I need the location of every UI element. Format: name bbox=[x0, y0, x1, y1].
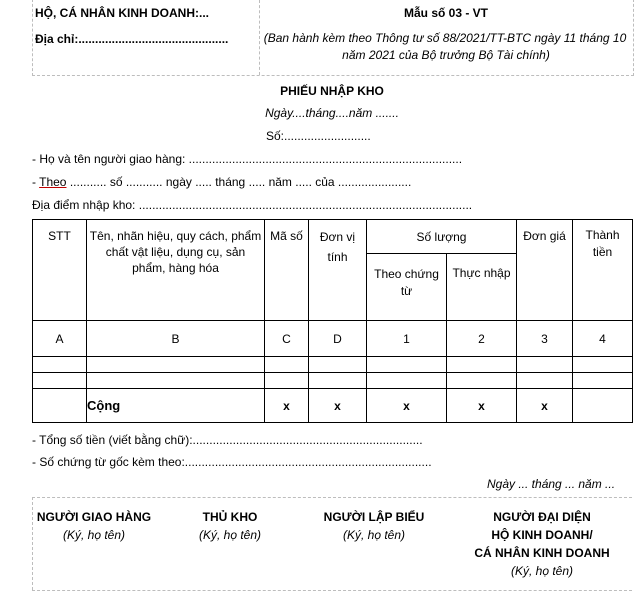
header-amount: Thành tiền bbox=[573, 220, 633, 321]
code-cell: D bbox=[309, 321, 367, 357]
header-quantity: Số lượng bbox=[367, 220, 517, 254]
signature-title: NGƯỜI GIAO HÀNG bbox=[36, 510, 152, 524]
total-words-field: - Tổng số tiền (viết bằng chữ):..................................................................... bbox=[32, 433, 423, 447]
empty-cell bbox=[573, 373, 633, 389]
title-number: Số:.......................... bbox=[266, 129, 371, 143]
signature-bottom-rule bbox=[32, 590, 632, 591]
total-mark: x bbox=[367, 389, 447, 423]
title-date: Ngày....tháng....năm ....... bbox=[265, 106, 399, 120]
regulation-line-1: (Ban hành kèm theo Thông tư số 88/2021/TT-BTC ngày 11 tháng 10 bbox=[263, 31, 627, 45]
empty-cell bbox=[33, 357, 87, 373]
signature-storekeeper bbox=[166, 508, 294, 544]
signature-note: (Ký, họ tên) bbox=[510, 564, 574, 578]
according-field bbox=[32, 175, 411, 189]
according-rest: ........... số ........... ngày ..... tháng ..... năm ..... của ...................... bbox=[66, 175, 412, 189]
empty-cell bbox=[573, 357, 633, 373]
signature-title: THỦ KHO bbox=[202, 510, 258, 524]
signature-top-rule bbox=[32, 497, 632, 498]
code-cell: 3 bbox=[517, 321, 573, 357]
form-number: Mẫu số 03 - VT bbox=[403, 6, 489, 20]
empty-cell bbox=[517, 357, 573, 373]
empty-cell bbox=[265, 357, 309, 373]
signature-title: NGƯỜI LẬP BIỂU bbox=[323, 510, 425, 524]
attached-docs-field: - Số chứng từ gốc kèm theo:.......................................................................... bbox=[32, 455, 432, 469]
code-cell: A bbox=[33, 321, 87, 357]
header-qty-doc: Theo chứng từ bbox=[367, 254, 447, 321]
code-cell: C bbox=[265, 321, 309, 357]
signature-title: NGƯỜI ĐẠI DIỆN bbox=[493, 510, 591, 524]
empty-cell bbox=[33, 373, 87, 389]
empty-cell bbox=[517, 373, 573, 389]
sign-date: Ngày ... tháng ... năm ... bbox=[487, 477, 616, 491]
table-code-row bbox=[33, 321, 633, 357]
signature-note: (Ký, họ tên) bbox=[62, 528, 126, 542]
goods-table bbox=[32, 219, 633, 423]
empty-cell bbox=[33, 389, 87, 423]
signature-note: (Ký, họ tên) bbox=[198, 528, 262, 542]
page-title: PHIẾU NHẬP KHO bbox=[280, 84, 384, 98]
signature-representative bbox=[452, 508, 632, 580]
total-mark: x bbox=[309, 389, 367, 423]
header-unit: Đơn vị tính bbox=[309, 220, 367, 321]
table-row bbox=[33, 357, 633, 373]
empty-cell bbox=[309, 357, 367, 373]
according-word: Theo bbox=[39, 175, 67, 189]
empty-cell bbox=[447, 373, 517, 389]
empty-cell bbox=[87, 373, 265, 389]
code-cell: B bbox=[87, 321, 265, 357]
empty-cell bbox=[265, 373, 309, 389]
empty-cell bbox=[367, 357, 447, 373]
header-price: Đơn giá bbox=[517, 220, 573, 321]
table-row bbox=[33, 373, 633, 389]
according-prefix: - bbox=[32, 175, 40, 189]
header-stt: STT bbox=[33, 220, 87, 321]
table-header-row bbox=[33, 220, 633, 254]
business-address: Địa chỉ:............................................. bbox=[35, 32, 229, 46]
code-cell: 4 bbox=[573, 321, 633, 357]
signature-title: HỘ KINH DOANH/ bbox=[491, 528, 593, 542]
header-qty-actual: Thực nhập bbox=[447, 254, 517, 321]
signature-deliverer bbox=[32, 508, 156, 544]
empty-cell bbox=[367, 373, 447, 389]
business-name: HỘ, CÁ NHÂN KINH DOANH:... bbox=[35, 6, 209, 20]
empty-cell bbox=[309, 373, 367, 389]
location-field: Địa điểm nhập kho: .................................................................................................... bbox=[32, 198, 473, 212]
table-total-row bbox=[33, 389, 633, 423]
header-name: Tên, nhãn hiệu, quy cách, phẩm chất vật liệu, dụng cụ, sản phẩm, hàng hóa bbox=[87, 220, 265, 321]
header-code: Mã số bbox=[265, 220, 309, 321]
signature-note: (Ký, họ tên) bbox=[342, 528, 406, 542]
regulation-line-2: năm 2021 của Bộ trưởng Bộ Tài chính) bbox=[342, 48, 550, 62]
total-label: Cộng bbox=[87, 389, 265, 423]
signature-title: CÁ NHÂN KINH DOANH bbox=[474, 546, 610, 560]
total-mark: x bbox=[447, 389, 517, 423]
code-cell: 2 bbox=[447, 321, 517, 357]
total-mark: x bbox=[517, 389, 573, 423]
deliverer-field: - Họ và tên người giao hàng: .................................................................................. bbox=[32, 152, 463, 166]
code-cell: 1 bbox=[367, 321, 447, 357]
empty-cell bbox=[573, 389, 633, 423]
signature-preparer bbox=[308, 508, 440, 544]
empty-cell bbox=[87, 357, 265, 373]
total-mark: x bbox=[265, 389, 309, 423]
empty-cell bbox=[447, 357, 517, 373]
